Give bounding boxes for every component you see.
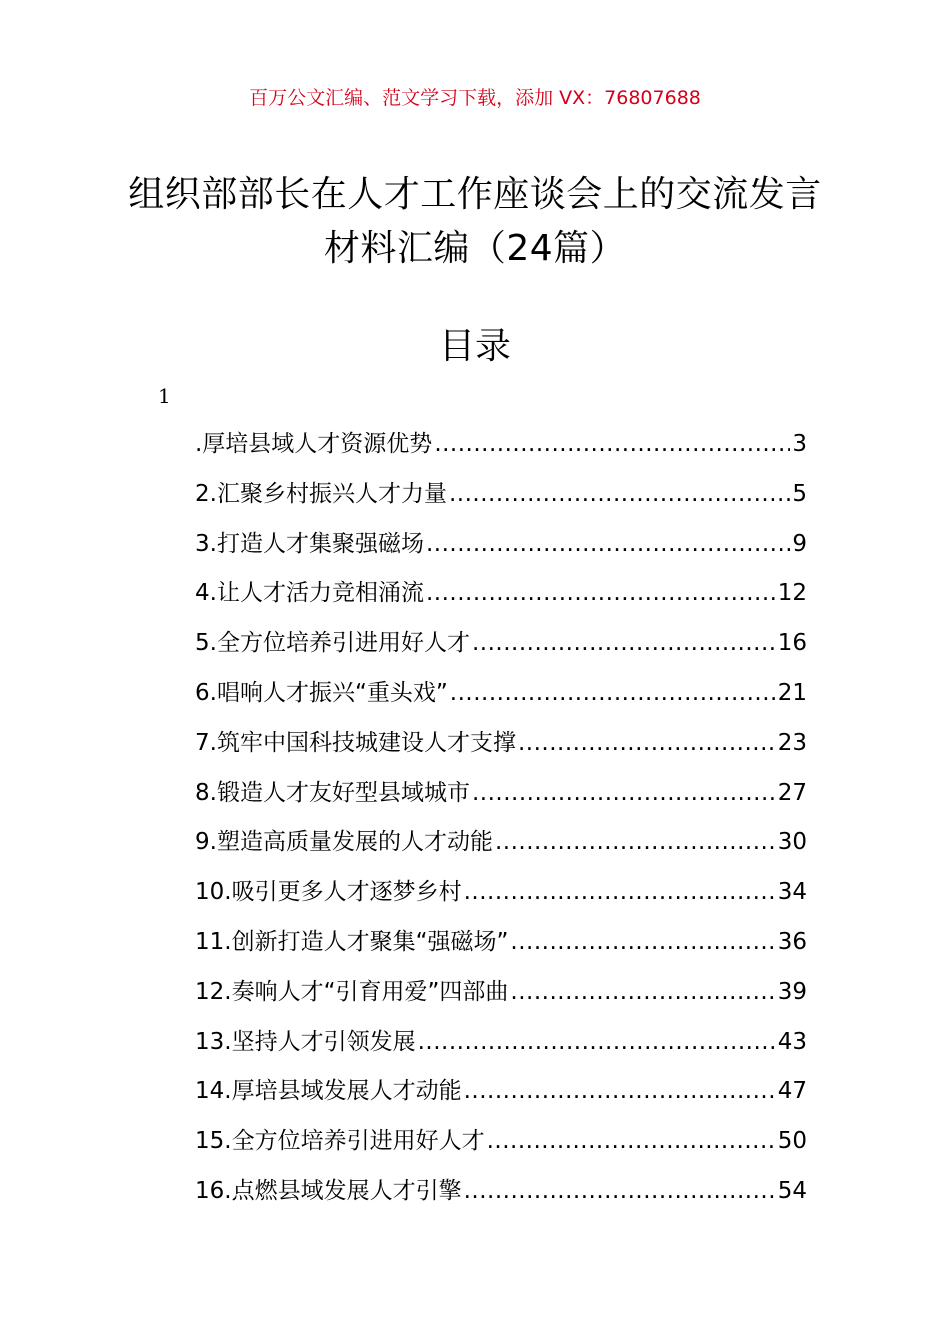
toc-entry[interactable]: [195, 1167, 807, 1217]
toc-entry[interactable]: [195, 818, 807, 868]
toc-entry[interactable]: [195, 1018, 807, 1068]
toc-entry[interactable]: [195, 470, 807, 520]
toc-entry[interactable]: [195, 918, 807, 968]
toc-entry-label: 10.吸引更多人才逐梦乡村: [195, 879, 462, 906]
toc-entry[interactable]: [195, 968, 807, 1018]
toc-entry-page-number: 34: [777, 879, 807, 906]
document-title: 组织部部长在人才工作座谈会上的交流发言材料汇编（24篇）: [128, 174, 822, 269]
toc-heading: 目录: [438, 326, 511, 367]
toc-entry-page-number: 47: [777, 1078, 807, 1105]
toc-entry-page-number: 12: [777, 580, 807, 607]
toc-entry[interactable]: [195, 520, 807, 570]
toc-entry[interactable]: [195, 769, 807, 819]
toc-entry[interactable]: [195, 569, 807, 619]
toc-dot-leader: [464, 1167, 776, 1217]
toc-entry-page-number: 27: [777, 779, 807, 806]
toc-dot-leader: [518, 719, 776, 769]
watermark-text: 百万公文汇编、范文学习下载，添加 VX：76807688: [249, 87, 701, 109]
toc-dot-leader: [426, 569, 776, 619]
toc-entry-page-number: 43: [777, 1028, 807, 1055]
toc-entry[interactable]: [195, 619, 807, 669]
toc-dot-leader: [450, 669, 776, 719]
toc-entry-label: 9.塑造高质量发展的人才动能: [195, 829, 493, 856]
toc-entry-page-number: 23: [777, 729, 807, 756]
toc-entry[interactable]: [195, 420, 807, 470]
toc-entry-label: 11.创新打造人才聚集“强磁场”: [195, 928, 509, 955]
toc-entry[interactable]: [195, 1117, 807, 1167]
toc-entry-label: 7.筑牢中国科技城建设人才支撑: [195, 729, 516, 756]
toc-entry-label: 4.让人才活力竞相涌流: [195, 580, 424, 607]
toc-dot-leader: [449, 470, 790, 520]
toc-entry[interactable]: [195, 1067, 807, 1117]
toc-entry-page-number: 54: [777, 1177, 807, 1204]
toc-entry-label: 8.锻造人才友好型县域城市: [195, 779, 470, 806]
toc-dot-leader: [510, 918, 775, 968]
toc-entry-label: 13.坚持人才引领发展: [195, 1028, 416, 1055]
toc-dot-leader: [418, 1018, 776, 1068]
toc-entry-label: 3.打造人才集聚强磁场: [195, 530, 424, 557]
toc-entry[interactable]: [195, 719, 807, 769]
toc-entry-label: 14.厚培县域发展人才动能: [195, 1078, 462, 1105]
toc-dot-leader: [472, 769, 776, 819]
toc-entry-page-number: 39: [777, 978, 807, 1005]
toc-entry-page-number: 5: [792, 480, 807, 507]
toc-entry[interactable]: [195, 868, 807, 918]
toc-entry-page-number: 9: [792, 530, 807, 557]
toc-entry-label: 6.唱响人才振兴“重头戏”: [195, 679, 448, 706]
toc-entry-page-number: 30: [777, 829, 807, 856]
toc-entry-page-number: 50: [777, 1128, 807, 1155]
toc-dot-leader: [434, 420, 790, 470]
toc-entry-label: 2.汇聚乡村振兴人才力量: [195, 480, 447, 507]
toc-dot-leader: [487, 1117, 776, 1167]
stray-number: 1: [158, 384, 171, 408]
toc-entry-label: 5.全方位培养引进用好人才: [195, 630, 470, 657]
toc-dot-leader: [495, 818, 776, 868]
toc-entry-label: 16.点燃县域发展人才引擎: [195, 1177, 462, 1204]
toc-dot-leader: [510, 968, 775, 1018]
toc-entry-page-number: 16: [777, 630, 807, 657]
table-of-contents: [195, 420, 807, 1217]
toc-entry-label: 15.全方位培养引进用好人才: [195, 1128, 485, 1155]
toc-entry-label: 12.奏响人才“引育用爱”四部曲: [195, 978, 509, 1005]
toc-entry-page-number: 21: [777, 679, 807, 706]
toc-dot-leader: [426, 520, 790, 570]
toc-dot-leader: [464, 868, 776, 918]
toc-entry[interactable]: [195, 669, 807, 719]
toc-entry-page-number: 36: [777, 928, 807, 955]
toc-entry-label: .厚培县域人才资源优势: [195, 431, 433, 457]
toc-dot-leader: [464, 1067, 776, 1117]
toc-entry-page-number: 3: [792, 431, 807, 457]
toc-dot-leader: [472, 619, 776, 669]
